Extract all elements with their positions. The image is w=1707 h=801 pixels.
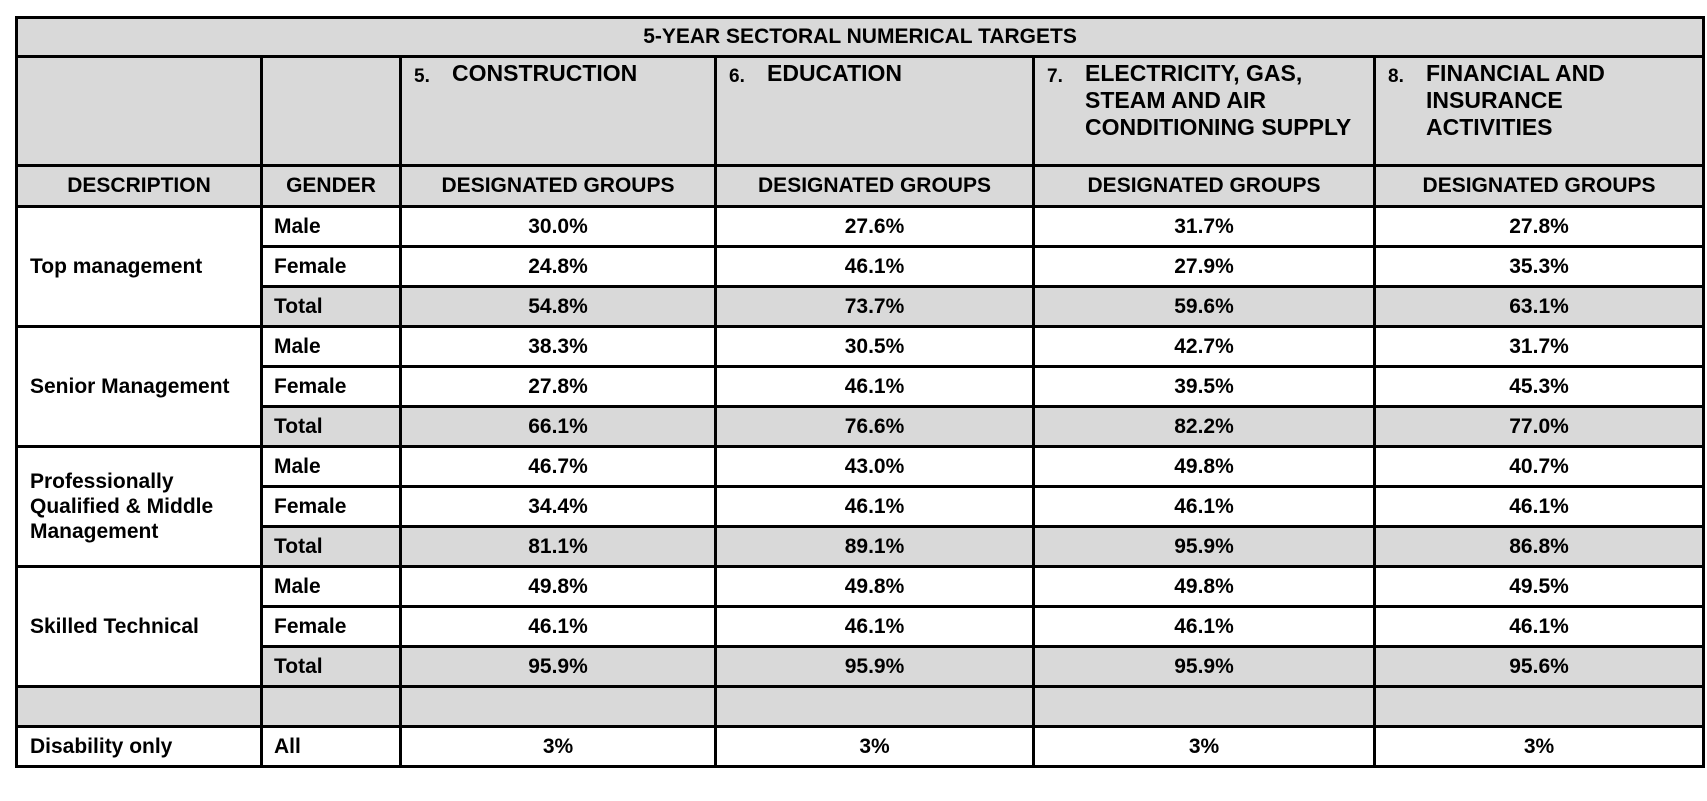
gender-cell: Total: [262, 407, 401, 447]
sector-name: EDUCATION: [767, 60, 903, 86]
value-cell: 46.1%: [401, 607, 716, 647]
value-cell: 49.8%: [401, 567, 716, 607]
empty-header-cell: [262, 57, 401, 166]
gender-cell: Male: [262, 567, 401, 607]
value-cell: 27.8%: [1375, 207, 1704, 247]
disability-row: [17, 727, 1704, 767]
value-cell: 3%: [401, 727, 716, 767]
value-cell: 30.5%: [716, 327, 1034, 367]
value-cell: 35.3%: [1375, 247, 1704, 287]
gender-cell: All: [262, 727, 401, 767]
gender-cell: Male: [262, 327, 401, 367]
sector-header-financial: [1375, 57, 1704, 166]
value-cell: 46.1%: [1034, 487, 1375, 527]
value-cell: 30.0%: [401, 207, 716, 247]
designated-groups-header: DESIGNATED GROUPS: [716, 166, 1034, 207]
spacer-cell: [17, 687, 262, 727]
spacer-row: [17, 687, 1704, 727]
total-value-cell: 95.9%: [1034, 647, 1375, 687]
gender-header: GENDER: [262, 166, 401, 207]
value-cell: 38.3%: [401, 327, 716, 367]
total-value-cell: 73.7%: [716, 287, 1034, 327]
total-value-cell: 86.8%: [1375, 527, 1704, 567]
total-value-cell: 76.6%: [716, 407, 1034, 447]
total-value-cell: 77.0%: [1375, 407, 1704, 447]
value-cell: 3%: [1034, 727, 1375, 767]
value-cell: 46.1%: [1375, 487, 1704, 527]
value-cell: 46.1%: [716, 487, 1034, 527]
value-cell: 43.0%: [716, 447, 1034, 487]
spacer-cell: [262, 687, 401, 727]
total-value-cell: 81.1%: [401, 527, 716, 567]
value-cell: 27.9%: [1034, 247, 1375, 287]
value-cell: 24.8%: [401, 247, 716, 287]
gender-cell: Female: [262, 247, 401, 287]
group-description: Senior Management: [17, 327, 262, 447]
value-cell: 31.7%: [1375, 327, 1704, 367]
total-row: [17, 407, 1704, 447]
value-cell: 46.1%: [716, 247, 1034, 287]
gender-cell: Female: [262, 367, 401, 407]
value-cell: 49.8%: [1034, 567, 1375, 607]
total-value-cell: 89.1%: [716, 527, 1034, 567]
gender-cell: Total: [262, 527, 401, 567]
sector-name: CONSTRUCTION: [452, 60, 638, 86]
total-value-cell: 63.1%: [1375, 287, 1704, 327]
sector-header-electricity: [1034, 57, 1375, 166]
sector-number: 7.: [1047, 66, 1063, 87]
table-row: [17, 607, 1704, 647]
gender-cell: Female: [262, 607, 401, 647]
sector-number: 5.: [414, 66, 430, 87]
value-cell: 49.8%: [716, 567, 1034, 607]
value-cell: 27.6%: [716, 207, 1034, 247]
value-cell: 45.3%: [1375, 367, 1704, 407]
sector-number: 6.: [729, 66, 745, 87]
subheader-row: [17, 166, 1704, 207]
total-row: [17, 527, 1704, 567]
table-title: 5-YEAR SECTORAL NUMERICAL TARGETS: [17, 18, 1704, 57]
total-value-cell: 95.9%: [401, 647, 716, 687]
designated-groups-header: DESIGNATED GROUPS: [1375, 166, 1704, 207]
gender-cell: Male: [262, 447, 401, 487]
total-value-cell: 95.6%: [1375, 647, 1704, 687]
value-cell: 49.8%: [1034, 447, 1375, 487]
sector-header-education: [716, 57, 1034, 166]
spacer-cell: [401, 687, 716, 727]
disability-description: Disability only: [17, 727, 262, 767]
value-cell: 3%: [1375, 727, 1704, 767]
gender-cell: Total: [262, 287, 401, 327]
gender-cell: Female: [262, 487, 401, 527]
table-row: [17, 327, 1704, 367]
empty-header-cell: [17, 57, 262, 166]
total-value-cell: 95.9%: [716, 647, 1034, 687]
value-cell: 46.1%: [1034, 607, 1375, 647]
sectoral-targets-table: [15, 16, 1705, 768]
group-description: Top management: [17, 207, 262, 327]
spacer-cell: [1034, 687, 1375, 727]
group-description: Professionally Qualified & Middle Management: [17, 447, 262, 567]
spacer-cell: [1375, 687, 1704, 727]
total-row: [17, 287, 1704, 327]
value-cell: 46.1%: [1375, 607, 1704, 647]
value-cell: 42.7%: [1034, 327, 1375, 367]
sector-name: ELECTRICITY, GAS, STEAM AND AIR CONDITIONING SUPPLY: [1085, 60, 1352, 140]
table-row: [17, 567, 1704, 607]
value-cell: 3%: [716, 727, 1034, 767]
value-cell: 34.4%: [401, 487, 716, 527]
total-value-cell: 54.8%: [401, 287, 716, 327]
gender-cell: Male: [262, 207, 401, 247]
table-row: [17, 367, 1704, 407]
total-value-cell: 66.1%: [401, 407, 716, 447]
description-header: DESCRIPTION: [17, 166, 262, 207]
sector-number: 8.: [1388, 66, 1404, 87]
total-value-cell: 95.9%: [1034, 527, 1375, 567]
value-cell: 46.7%: [401, 447, 716, 487]
value-cell: 39.5%: [1034, 367, 1375, 407]
sector-header-row: [17, 57, 1704, 166]
designated-groups-header: DESIGNATED GROUPS: [1034, 166, 1375, 207]
value-cell: 27.8%: [401, 367, 716, 407]
spacer-cell: [716, 687, 1034, 727]
total-value-cell: 59.6%: [1034, 287, 1375, 327]
value-cell: 31.7%: [1034, 207, 1375, 247]
targets-table-wrapper: [15, 16, 1705, 768]
gender-cell: Total: [262, 647, 401, 687]
designated-groups-header: DESIGNATED GROUPS: [401, 166, 716, 207]
sector-name: FINANCIAL AND INSURANCE ACTIVITIES: [1426, 60, 1605, 140]
value-cell: 46.1%: [716, 607, 1034, 647]
value-cell: 49.5%: [1375, 567, 1704, 607]
value-cell: 40.7%: [1375, 447, 1704, 487]
total-row: [17, 647, 1704, 687]
table-row: [17, 247, 1704, 287]
group-description: Skilled Technical: [17, 567, 262, 687]
table-row: [17, 207, 1704, 247]
total-value-cell: 82.2%: [1034, 407, 1375, 447]
table-row: [17, 447, 1704, 487]
title-row: [17, 18, 1704, 57]
sector-header-construction: [401, 57, 716, 166]
table-row: [17, 487, 1704, 527]
value-cell: 46.1%: [716, 367, 1034, 407]
